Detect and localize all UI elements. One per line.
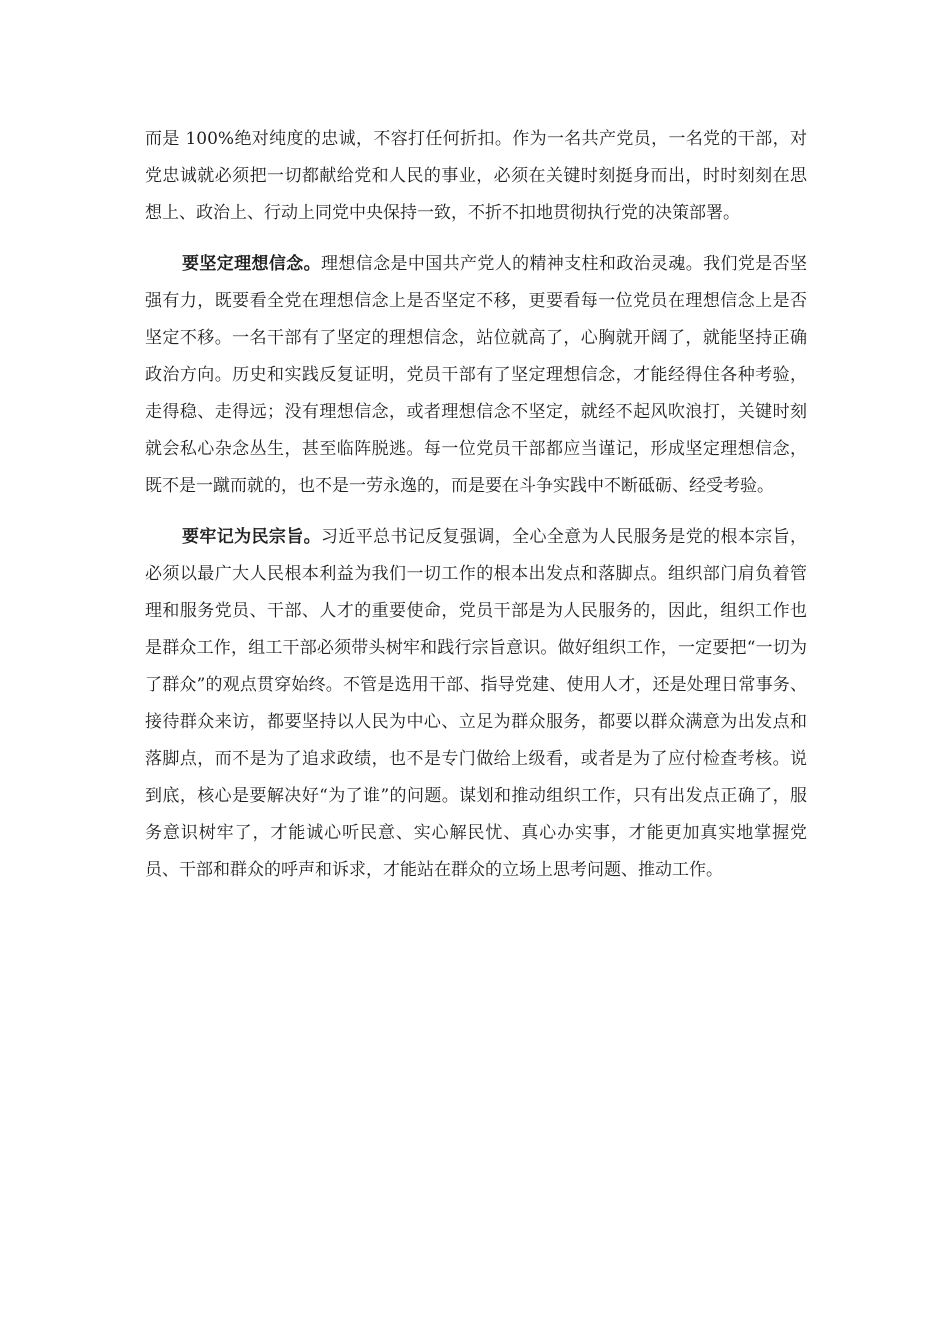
paragraph-people-purpose	[145, 519, 807, 889]
paragraph-text: 理想信念是中国共产党人的精神支柱和政治灵魂。我们党是否坚强有力，既要看全党在理想信念上是否坚定不移，更要看每一位党员在理想信念上是否坚定不移。一名干部有了坚定的理想信念，站位就高了，心胸就开阔了，就能坚持正确政治方向。历史和实践反复证明，党员干部有了坚定理想信念，才能经得住各种考验，走得稳、走得远；没有理想信念，或者理想信念不坚定，就经不起风吹浪打，关键时刻就会私心杂念丛生，甚至临阵脱逃。每一位党员干部都应当谨记，形成坚定理想信念，既不是一蹴而就的，也不是一劳永逸的，而是要在斗争实践中不断砥砺、经受考验。	[145, 254, 808, 496]
paragraph-ideals	[145, 246, 807, 505]
paragraph-text: 习近平总书记反复强调，全心全意为人民服务是党的根本宗旨，必须以最广大人民根本利益为我们一切工作的根本出发点和落脚点。组织部门肩负着管理和服务党员、干部、人才的重要使命，党员干部是为人民服务的，因此，组织工作也是群众工作，组工干部必须带头树牢和践行宗旨意识。做好组织工作，一定要把“一切为了群众”的观点贯穿始终。不管是选用干部、指导党建、使用人才，还是处理日常事务、接待群众来访，都要坚持以人民为中心、立足为群众服务，都要以群众满意为出发点和落脚点，而不是为了追求政绩，也不是专门做给上级看，或者是为了应付检查考核。说到底，核心是要解决好“为了谁”的问题。谋划和推动组织工作，只有出发点正确了，服务意识树牢了，才能诚心听民意、实心解民忧、真心办实事，才能更加真实地掌握党员、干部和群众的呼声和诉求，才能站在群众的立场上思考问题、推动工作。	[145, 527, 808, 880]
document-body	[145, 121, 807, 889]
paragraph-spacer	[145, 505, 807, 519]
paragraph-spacer	[145, 232, 807, 246]
paragraph-lead-heading: 要牢记为民宗旨。	[182, 527, 321, 547]
paragraph-continuation	[145, 121, 807, 232]
paragraph-lead-heading: 要坚定理想信念。	[182, 254, 321, 274]
paragraph-text: 而是 100%绝对纯度的忠诚，不容打任何折扣。作为一名共产党员，一名党的干部，对党忠诚就必须把一切都献给党和人民的事业，必须在关键时刻挺身而出，时时刻刻在思想上、政治上、行动上同党中央保持一致，不折不扣地贯彻执行党的决策部署。	[145, 129, 807, 223]
